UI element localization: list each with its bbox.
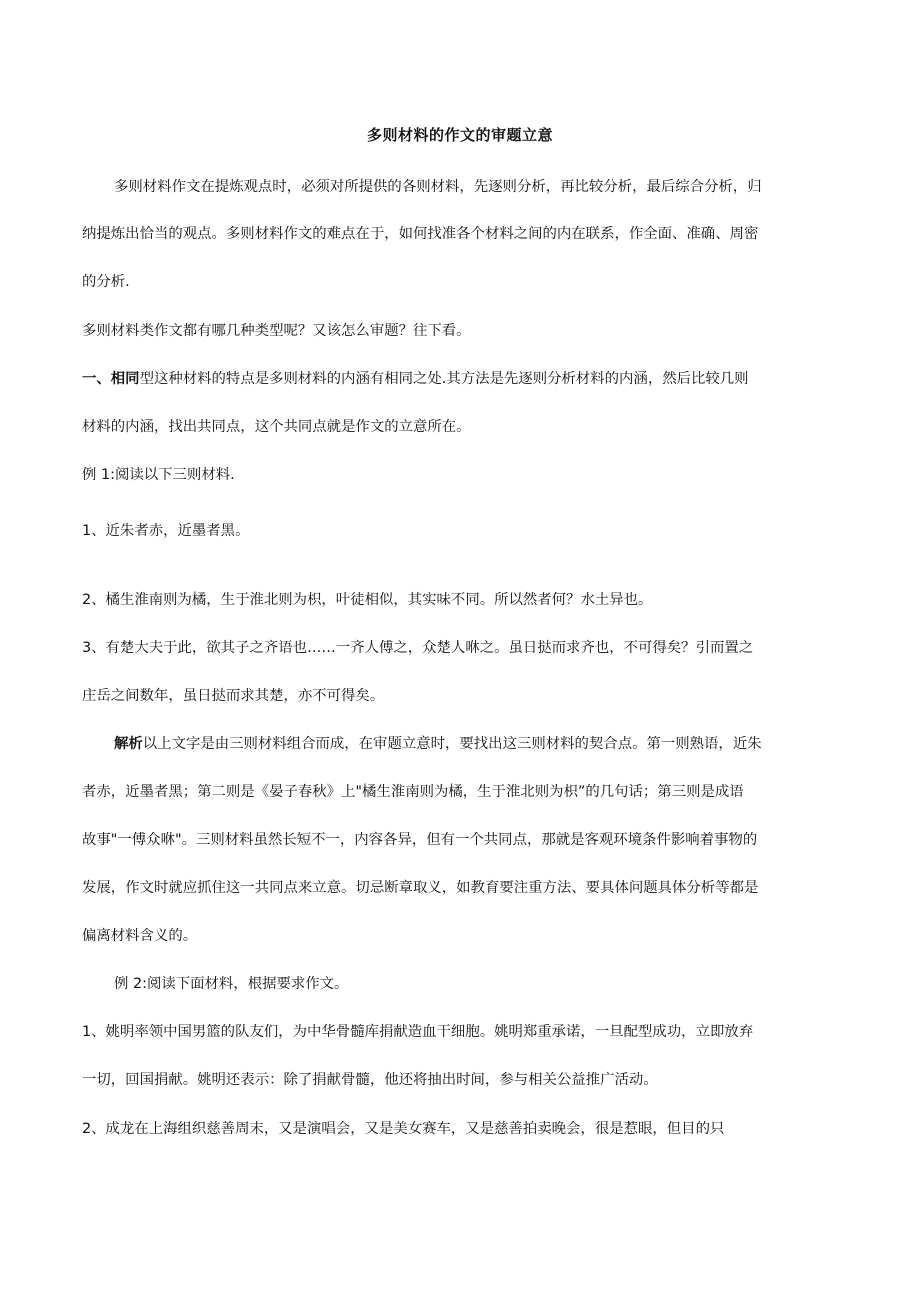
analysis-label: 解析 [114, 736, 143, 752]
analysis-text: 以上文字是由三则材料组合而成，在审题立意时，要找出这三则材料的契合点。第一则熟语，近朱 [142, 736, 762, 752]
type-question: 多则材料类作文都有哪几种类型呢？又该怎么审题？往下看。 [82, 323, 471, 339]
example-1-item-3-line-1: 3、有楚大夫于此，欲其子之齐语也……一齐人傅之，众楚人咻之。虽日挞而求齐也，不可得矣？引而置之 [82, 640, 754, 656]
section-1-text: 型这种材料的特点是多则材料的内涵有相同之处.其方法是先逐则分析材料的内涵，然后比较几则 [139, 371, 749, 387]
example-2-label: 例 2:阅读下面材料，根据要求作文。 [114, 976, 349, 992]
example-2-item-2: 2、成龙在上海组织慈善周末，又是演唱会，又是美女赛车，又是慈善拍卖晚会，很是惹眼，但目的只 [82, 1121, 725, 1137]
analysis-line-4: 发展，作文时就应抓住这一共同点来立意。切忌断章取义，如教育要注重方法、要具体问题具体分析等都是 [82, 880, 759, 896]
analysis-line-2: 者赤，近墨者黑；第二则是《晏子春秋》上"橘生淮南则为橘，生于淮北则为枳”的几句话；第三则是成语 [82, 784, 744, 800]
example-1-item-2: 2、橘生淮南则为橘，生于淮北则为枳，叶徒相似，其实味不同。所以然者何？水土异也。 [82, 592, 653, 608]
analysis-line-1 [114, 733, 874, 755]
analysis-line-5: 偏离材料含义的。 [82, 928, 198, 944]
analysis-line-3: 故事"一傅众咻"。三则材料虽然长短不一，内容各异，但有一个共同点，那就是客观环境条件影响着事物的 [82, 832, 758, 848]
example-1-label: 例 1:阅读以下三则材料. [82, 467, 235, 483]
intro-line-3: 的分析. [82, 274, 130, 290]
example-2-item-1-line-1: 1、姚明率领中国男篮的队友们，为中华骨髓库捐献造血干细胞。姚明郑重承诺，一旦配型成功，立即放弃 [82, 1024, 754, 1040]
example-2-item-1-line-2: 一切，回国捐献。姚明还表示：除了捐献骨髓，他还将抽出时间，参与相关公益推广活动。 [82, 1072, 658, 1088]
section-1-heading: 一、相同 [82, 371, 140, 387]
example-1-item-3-line-2: 庄岳之间数年，虽日挞而求其楚，亦不可得矣。 [82, 688, 385, 704]
intro-line-2: 纳提炼出恰当的观点。多则材料作文的难点在于，如何找准各个材料之间的内在联系，作全面、准确、周密 [82, 226, 759, 242]
intro-line-1: 多则材料作文在提炼观点时，必须对所提供的各则材料，先逐则分析，再比较分析，最后综合分析，归 [114, 179, 762, 195]
example-1-item-1: 1、近朱者赤，近墨者黑。 [82, 523, 250, 539]
section-1-line-1 [82, 368, 842, 390]
section-1-line-2: 材料的内涵，找出共同点，这个共同点就是作文的立意所在。 [82, 419, 471, 435]
document-title: 多则材料的作文的审题立意 [366, 126, 553, 144]
